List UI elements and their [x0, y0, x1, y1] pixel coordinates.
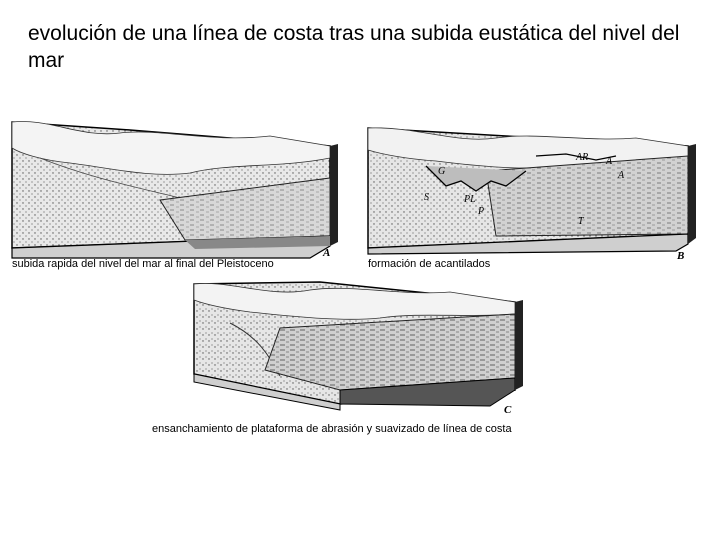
block-diagram-c-illustration	[190, 278, 525, 414]
label-p: P	[478, 206, 485, 217]
label-pl: PL	[464, 194, 476, 205]
block-diagram-b	[366, 126, 696, 256]
block-diagram-a	[10, 118, 340, 263]
panel-letter-b: B	[677, 250, 685, 262]
slide-title: evolución de una línea de costa tras una subida eustática del nivel del mar	[28, 22, 680, 72]
label-s: S	[424, 192, 429, 203]
block-diagram-c	[190, 278, 525, 414]
panel-letter-c: C	[504, 404, 512, 416]
label-a-1: A	[606, 156, 613, 167]
label-t: T	[578, 216, 584, 227]
label-ar: AR	[576, 152, 589, 163]
caption-b: formación de acantilados	[368, 258, 491, 270]
panel-letter-a: A	[323, 247, 331, 259]
block-diagram-b-illustration	[366, 126, 696, 256]
caption-c: ensanchamiento de plataforma de abrasión y suavizado de línea de costa	[152, 423, 512, 435]
label-g: G	[438, 166, 446, 177]
block-diagram-a-illustration	[10, 118, 340, 263]
caption-a: subida rapida del nivel del mar al final del Pleistoceno	[12, 258, 274, 270]
label-a-2: A	[618, 170, 625, 181]
